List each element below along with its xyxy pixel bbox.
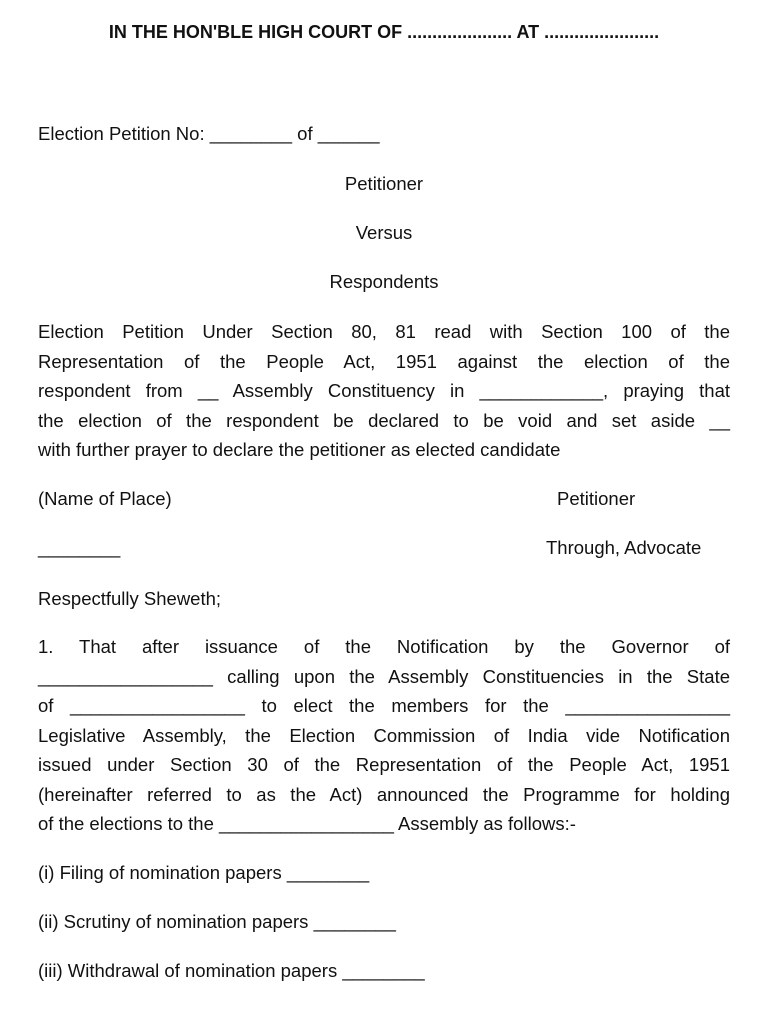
paragraph-line: of the elections to the _________________ Assembly as follows:- (38, 813, 576, 834)
subject-line: with further prayer to declare the petitioner as elected candidate (38, 439, 561, 460)
petitioner-label: Petitioner (344, 173, 424, 194)
court-heading: IN THE HON'BLE HIGH COURT OF ..................... AT ....................... (108, 22, 660, 42)
subject-line: Representation of the People Act, 1951 against the election of the (38, 350, 730, 372)
schedule-item: (iii) Withdrawal of nomination papers ________ (38, 960, 425, 981)
place-label: (Name of Place) (38, 488, 172, 509)
respondents-label: Respondents (329, 271, 439, 292)
paragraph-line: _________________ calling upon the Assembly Constituencies in the State (38, 665, 730, 687)
paragraph-1 (38, 632, 730, 839)
paragraph-line: 1. That after issuance of the Notification by the Governor of (38, 636, 730, 657)
schedule-item: (i) Filing of nomination papers ________ (38, 862, 370, 883)
date-row (38, 533, 730, 563)
subject-line: the election of the respondent be declared to be void and set aside __ (38, 409, 730, 431)
subject-line: respondent from __ Assembly Constituency in ____________, praying that (38, 380, 730, 401)
petition-number: Election Petition No: ________ of ______ (38, 123, 380, 144)
paragraph-line: (hereinafter referred to as the Act) announced the Programme for holding (38, 783, 730, 805)
document-page (38, 0, 730, 1024)
through-advocate-label: Through, Advocate (546, 537, 702, 558)
paragraph-line: Legislative Assembly, the Election Commission of India vide Notification (38, 724, 730, 746)
paragraph-line: issued under Section 30 of the Representation of the People Act, 1951 (38, 754, 730, 775)
paragraph-line: of _________________ to elect the members for the ________________ (38, 695, 730, 716)
petition-subject (38, 317, 730, 465)
subject-line: Election Petition Under Section 80, 81 read with Section 100 of the (38, 321, 730, 342)
versus-label: Versus (355, 222, 413, 243)
date-blank: ________ (38, 537, 121, 558)
place-row (38, 484, 730, 514)
schedule-item: (ii) Scrutiny of nomination papers ________ (38, 911, 396, 932)
petitioner-signature-label: Petitioner (557, 488, 636, 509)
respectfully-sheweth: Respectfully Sheweth; (38, 588, 222, 609)
